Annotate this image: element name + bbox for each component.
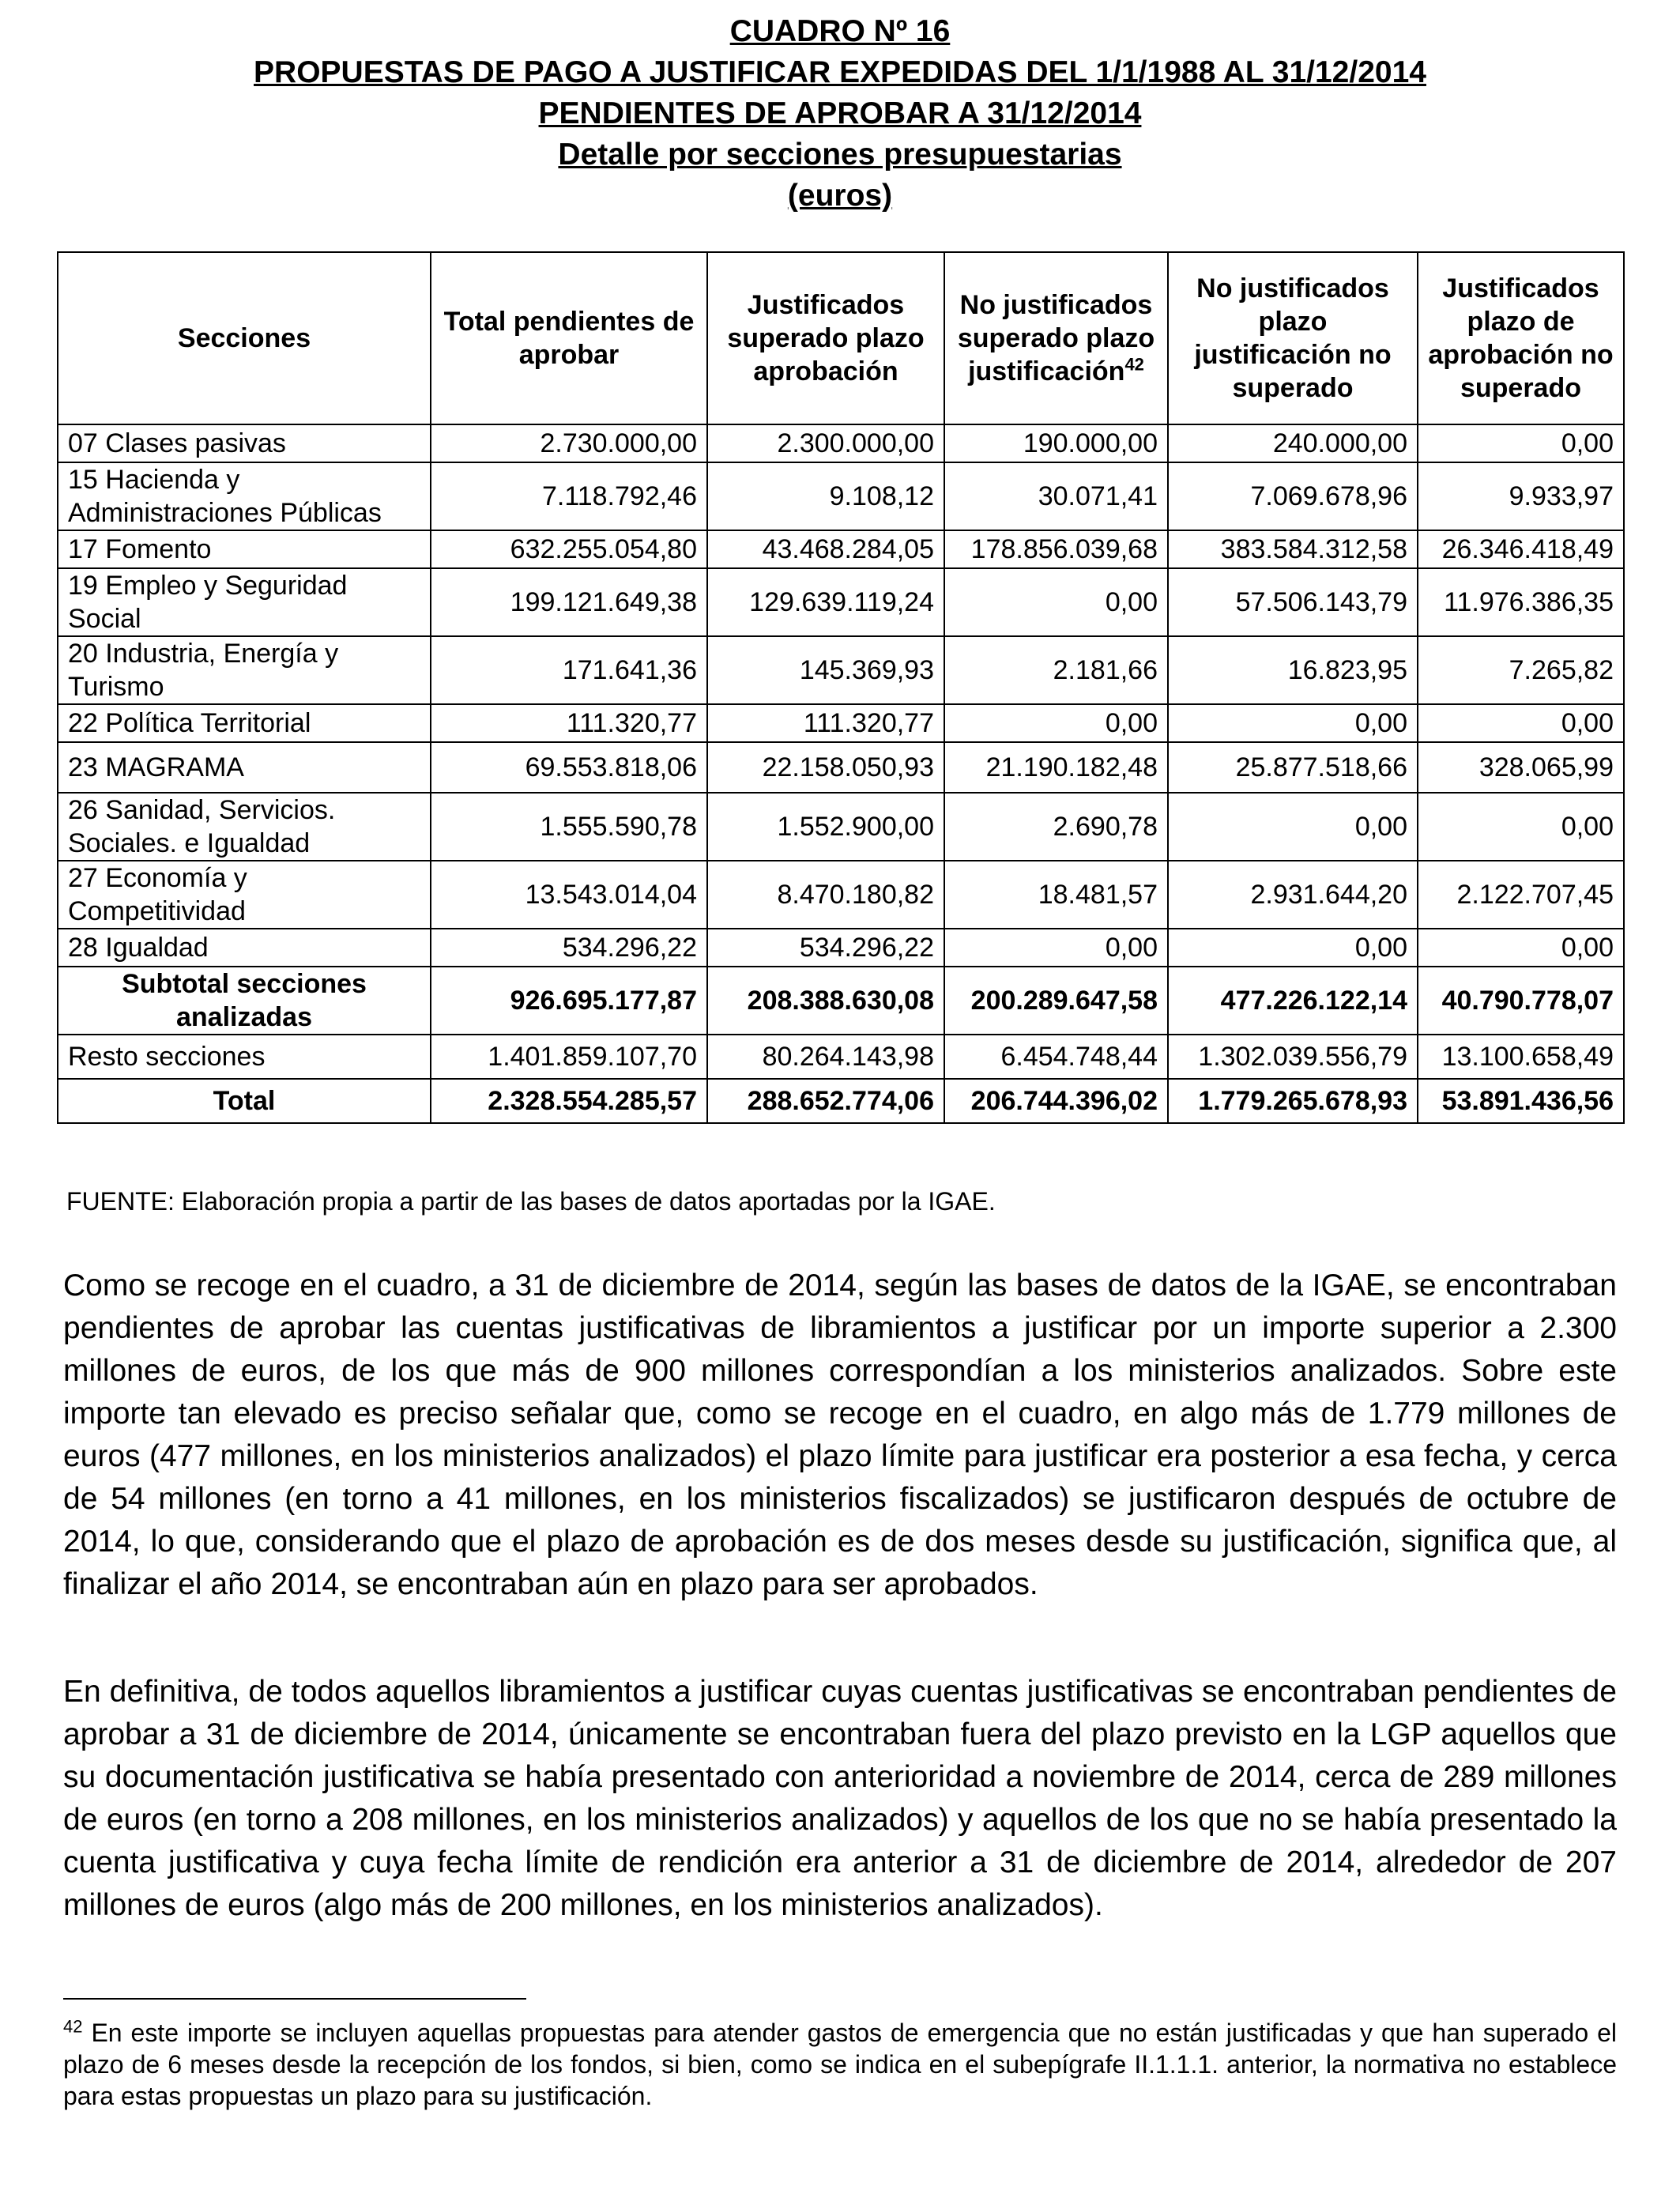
amount-cell: 40.790.778,07 <box>1418 967 1624 1035</box>
amount-cell: 7.118.792,46 <box>431 462 707 530</box>
table-row <box>58 636 1624 704</box>
table-header-row <box>58 252 1624 424</box>
header-label: No justificados superado plazo justificación <box>957 290 1155 386</box>
section-name-cell: 22 Política Territorial <box>58 704 431 742</box>
amount-cell: 26.346.418,49 <box>1418 530 1624 568</box>
table-units: (euros) <box>787 179 893 213</box>
amount-cell: 534.296,22 <box>431 929 707 967</box>
table-row <box>58 530 1624 568</box>
amount-cell: 7.069.678,96 <box>1168 462 1418 530</box>
amount-cell: 111.320,77 <box>707 704 944 742</box>
amount-cell: 1.302.039.556,79 <box>1168 1035 1418 1079</box>
amount-cell: 2.181,66 <box>944 636 1168 704</box>
col-header-justificados-no-superado: Justificados plazo de aprobación no superado <box>1418 252 1624 424</box>
section-name-cell: 17 Fomento <box>58 530 431 568</box>
amount-cell: 208.388.630,08 <box>707 967 944 1035</box>
document-heading <box>0 11 1680 217</box>
amount-cell: 171.641,36 <box>431 636 707 704</box>
section-name-cell: 15 Hacienda y Administraciones Públicas <box>58 462 431 530</box>
amount-cell: 1.552.900,00 <box>707 793 944 861</box>
section-name-cell: Total <box>58 1079 431 1123</box>
table-row <box>58 704 1624 742</box>
amount-cell: 2.931.644,20 <box>1168 861 1418 929</box>
amount-cell: 111.320,77 <box>431 704 707 742</box>
col-header-total-pendientes: Total pendientes de aprobar <box>431 252 707 424</box>
amount-cell: 2.122.707,45 <box>1418 861 1624 929</box>
col-header-no-justificados-superado <box>944 252 1168 424</box>
table-row <box>58 929 1624 967</box>
footnote-ref: 42 <box>1124 354 1144 375</box>
amount-cell: 0,00 <box>1418 929 1624 967</box>
amount-cell: 0,00 <box>944 704 1168 742</box>
section-name-cell: 26 Sanidad, Servicios. Sociales. e Igualdad <box>58 793 431 861</box>
col-header-justificados-superado: Justificados superado plazo aprobación <box>707 252 944 424</box>
amount-cell: 1.779.265.678,93 <box>1168 1079 1418 1123</box>
amount-cell: 0,00 <box>1418 424 1624 462</box>
amount-cell: 21.190.182,48 <box>944 742 1168 793</box>
amount-cell: 53.891.436,56 <box>1418 1079 1624 1123</box>
source-note: FUENTE: Elaboración propia a partir de las bases de datos aportadas por la IGAE. <box>66 1187 996 1216</box>
amount-cell: 632.255.054,80 <box>431 530 707 568</box>
amount-cell: 200.289.647,58 <box>944 967 1168 1035</box>
section-name-cell: 23 MAGRAMA <box>58 742 431 793</box>
table-number: CUADRO Nº 16 <box>729 14 951 48</box>
total-row <box>58 1079 1624 1123</box>
col-header-secciones: Secciones <box>58 252 431 424</box>
amount-cell: 199.121.649,38 <box>431 568 707 636</box>
amount-cell: 0,00 <box>1168 704 1418 742</box>
section-name-cell: Resto secciones <box>58 1035 431 1079</box>
amount-cell: 16.823,95 <box>1168 636 1418 704</box>
table-row <box>58 568 1624 636</box>
resto-row <box>58 1035 1624 1079</box>
amount-cell: 2.328.554.285,57 <box>431 1079 707 1123</box>
section-name-cell: 20 Industria, Energía y Turismo <box>58 636 431 704</box>
amount-cell: 13.100.658,49 <box>1418 1035 1624 1079</box>
amount-cell: 2.690,78 <box>944 793 1168 861</box>
sections-table <box>57 251 1625 1124</box>
amount-cell: 178.856.039,68 <box>944 530 1168 568</box>
body-paragraph-2: En definitiva, de todos aquellos libramientos a justificar cuyas cuentas justificativas se encontraban pendientes de aprobar a 31 de diciembre de 2014, únicamente se encontraban fuera del plazo previsto en la LGP aquellos que su documentación justificativa se había presentado con anterioridad a noviembre de 2014, cerca de 289 millones de euros (en torno a 208 millones, en los ministerios analizados) y aquellos de los que no se había presentado la cuenta justificativa y cuya fecha límite de rendición era anterior a 31 de diciembre de 2014, alrededor de 207 millones de euros (algo más de 200 millones, en los ministerios analizados). <box>63 1675 1617 1922</box>
amount-cell: 534.296,22 <box>707 929 944 967</box>
amount-cell: 926.695.177,87 <box>431 967 707 1035</box>
table-row <box>58 462 1624 530</box>
section-name-cell: 07 Clases pasivas <box>58 424 431 462</box>
amount-cell: 2.300.000,00 <box>707 424 944 462</box>
amount-cell: 25.877.518,66 <box>1168 742 1418 793</box>
amount-cell: 69.553.818,06 <box>431 742 707 793</box>
section-name-cell: Subtotal secciones analizadas <box>58 967 431 1035</box>
footnote-separator <box>63 1998 526 2000</box>
subtotal-row <box>58 967 1624 1035</box>
footnote-text: En este importe se incluyen aquellas propuestas para atender gastos de emergencia que no están justificadas y que han superado el plazo de 6 meses desde la recepción de los fondos, si bien, como se indica en el subepígrafe II.1.1.1. anterior, la normativa no establece para estas propuestas un plazo para su justificación. <box>63 2019 1618 2110</box>
amount-cell: 30.071,41 <box>944 462 1168 530</box>
amount-cell: 6.454.748,44 <box>944 1035 1168 1079</box>
amount-cell: 9.108,12 <box>707 462 944 530</box>
amount-cell: 1.401.859.107,70 <box>431 1035 707 1079</box>
amount-cell: 7.265,82 <box>1418 636 1624 704</box>
table-row <box>58 793 1624 861</box>
amount-cell: 18.481,57 <box>944 861 1168 929</box>
amount-cell: 1.555.590,78 <box>431 793 707 861</box>
table-subtitle: PENDIENTES DE APROBAR A 31/12/2014 <box>538 96 1142 130</box>
section-name-cell: 19 Empleo y Seguridad Social <box>58 568 431 636</box>
amount-cell: 0,00 <box>944 929 1168 967</box>
amount-cell: 0,00 <box>944 568 1168 636</box>
amount-cell: 145.369,93 <box>707 636 944 704</box>
amount-cell: 43.468.284,05 <box>707 530 944 568</box>
body-paragraph-1: Como se recoge en el cuadro, a 31 de diciembre de 2014, según las bases de datos de la IGAE, se encontraban pendientes de aprobar las cuentas justificativas de libramientos a justificar por un importe superior a 2.300 millones de euros, de los que más de 900 millones correspondían a los ministerios analizados. Sobre este importe tan elevado es preciso señalar que, como se recoge en el cuadro, en algo más de 1.779 millones de euros (477 millones, en los ministerios analizados) el plazo límite para justificar era posterior a esa fecha, y cerca de 54 millones (en torno a 41 millones, en los ministerios fiscalizados) se justificaron después de octubre de 2014, lo que, considerando que el plazo de aprobación es de dos meses desde su justificación, significa que, al finalizar el año 2014, se encontraban aún en plazo para ser aprobados. <box>63 1269 1617 1601</box>
section-name-cell: 28 Igualdad <box>58 929 431 967</box>
amount-cell: 9.933,97 <box>1418 462 1624 530</box>
amount-cell: 240.000,00 <box>1168 424 1418 462</box>
table-row <box>58 742 1624 793</box>
amount-cell: 57.506.143,79 <box>1168 568 1418 636</box>
table-body <box>58 424 1624 1123</box>
amount-cell: 328.065,99 <box>1418 742 1624 793</box>
footnote <box>63 2017 1617 2112</box>
amount-cell: 0,00 <box>1168 929 1418 967</box>
amount-cell: 477.226.122,14 <box>1168 967 1418 1035</box>
amount-cell: 288.652.774,06 <box>707 1079 944 1123</box>
amount-cell: 8.470.180,82 <box>707 861 944 929</box>
table-detail: Detalle por secciones presupuestarias <box>558 138 1122 172</box>
amount-cell: 129.639.119,24 <box>707 568 944 636</box>
amount-cell: 2.730.000,00 <box>431 424 707 462</box>
amount-cell: 206.744.396,02 <box>944 1079 1168 1123</box>
amount-cell: 0,00 <box>1418 793 1624 861</box>
table-title: PROPUESTAS DE PAGO A JUSTIFICAR EXPEDIDAS DEL 1/1/1988 AL 31/12/2014 <box>254 55 1426 89</box>
section-name-cell: 27 Economía y Competitividad <box>58 861 431 929</box>
table-row <box>58 424 1624 462</box>
amount-cell: 22.158.050,93 <box>707 742 944 793</box>
amount-cell: 80.264.143,98 <box>707 1035 944 1079</box>
amount-cell: 383.584.312,58 <box>1168 530 1418 568</box>
table-row <box>58 861 1624 929</box>
amount-cell: 13.543.014,04 <box>431 861 707 929</box>
amount-cell: 0,00 <box>1418 704 1624 742</box>
amount-cell: 0,00 <box>1168 793 1418 861</box>
amount-cell: 190.000,00 <box>944 424 1168 462</box>
amount-cell: 11.976.386,35 <box>1418 568 1624 636</box>
col-header-no-justificados-no-superado: No justificados plazo justificación no superado <box>1168 252 1418 424</box>
footnote-number: 42 <box>63 2016 83 2037</box>
